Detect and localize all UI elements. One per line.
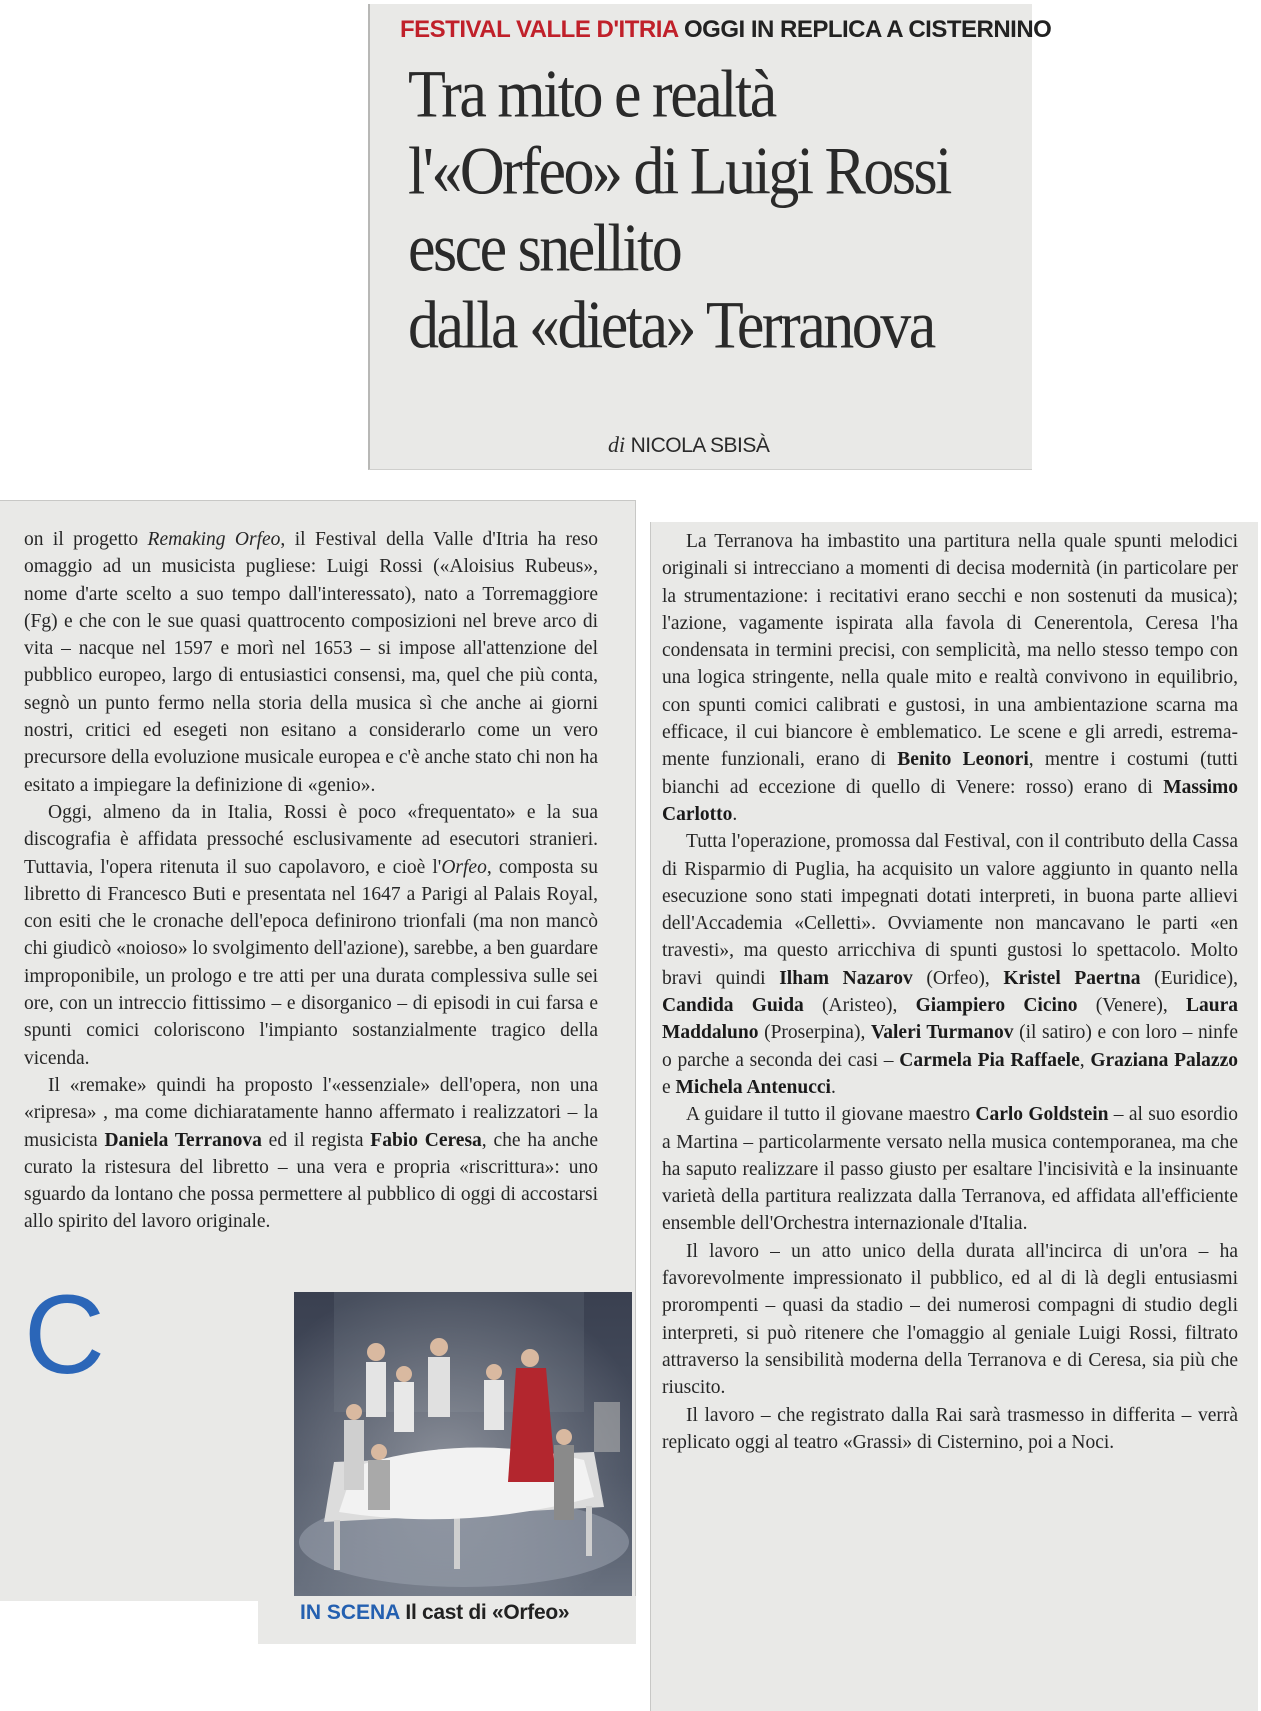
paragraph: Oggi, almeno da in Italia, Rossi è poco «frequentato» e la sua discografia è affidata pressoché esclusivamente ad esecutori stranieri. Tuttavia, l'opera ritenuta il suo capolavoro, e cioè l'Orfeo, composta su libretto di Francesco Buti e presentata nel 1647 a Parigi al Palais Royal, con esiti che le cronache dell'epoca definirono trionfali (ma non mancò chi giudicò «noioso» lo svolgimento dell'azione), sarebbe, a ben guardare improponibile, un prologo e tre atti per una durata complessiva sulle sei ore, con un intreccio fittissimo – e disorganico – di episodi in cui farsa e spunti comici coloriscono l'impianto sostanzialmente tragico della vicenda. xyxy=(24,801,598,1069)
stage-photo xyxy=(294,1292,632,1596)
headline-line: dalla «dieta» Terranova xyxy=(408,288,934,363)
column-2-text xyxy=(662,528,1238,1456)
paragraph: Tutta l'operazione, promossa dal Festival, con il contributo della Cassa di Risparmio di Puglia, ha acquisito un valore aggiunto in quanto nella esecuzione sono stati impegnati dotati interpreti, in buona parte allievi dell'Accademia «Celletti». Ovviamente non mancavano le parti «en travesti», ma questo arricchiva di spunti gustosi lo spettacolo. Molto bravi quindi Ilham Nazarov (Orfeo), Kristel Paertna (Euridice), Candida Guida (Aristeo), Giampiero Cicino (Venere), Laura Maddaluno (Proserpina), Valeri Turmanov (il satiro) e con loro – ninfe o parche a seconda dei casi – Carmela Pia Raffaele, Graziana Palazzo e Michela Antenucci. xyxy=(662,831,1239,1098)
caption-label: IN SCENA xyxy=(300,1601,400,1624)
byline-author: NICOLA SBISÀ xyxy=(630,434,770,457)
photo-caption xyxy=(300,1601,569,1625)
caption-text: Il cast di «Orfeo» xyxy=(405,1601,570,1624)
paragraph: Il lavoro – che registrato dalla Rai sarà trasmesso in differita – verrà replicato oggi al teatro «Grassi» di Cisternino, poi a Noci. xyxy=(662,1404,1238,1453)
paragraph: Il lavoro – un atto unico della durata all'incirca di un'ora – ha favorevolmente impressionato il pubblico, ed al di là degli entusiasmi prorompenti – quasi da stadio – dei numerosi compagni di studio degli interpreti, si può ritenere che l'omaggio al geniale Luigi Rossi, filtrato attraverso la sensibilità moderna della Terranova e di Ceresa, sia più che riuscito. xyxy=(662,1240,1238,1399)
headline-clipping xyxy=(368,4,1052,470)
byline-prefix: di xyxy=(608,432,626,457)
headline xyxy=(408,56,1006,364)
kicker-section: FESTIVAL VALLE D'ITRIA xyxy=(400,16,678,43)
paragraph: Il «remake» quindi ha proposto l'«essenziale» dell'opera, non una «ripresa» , ma come dichiaratamente hanno affermato i realizzatori – la musicista Daniela Terranova ed il regista Fabio Ceresa, che ha anche curato la ristesura del libretto – una vera e propria «riscrittura»: uno sguardo da lontano che possa permettere al pubblico di oggi di accostarsi allo spirito del lavoro originale. xyxy=(24,1074,598,1233)
kicker-topic: OGGI IN REPLICA A CISTERNINO xyxy=(684,16,1052,43)
headline-line: l'«Orfeo» di Luigi Rossi xyxy=(408,134,950,209)
headline-line: esce snellito xyxy=(408,211,681,286)
byline xyxy=(608,432,769,458)
paragraph: A guidare il tutto il giovane maestro Carlo Goldstein – al suo esordio a Martina – particolarmente versato nella musica contemporanea, ma che ha saputo realizzare il passo giusto per esaltare l'incisività e la insinuante varietà della partitura realizzata dalla Terranova, ed affidata all'efficiente ensemble dell'Orchestra internazionale d'Italia. xyxy=(662,1104,1238,1235)
kicker xyxy=(400,16,1052,44)
paragraph-text: on il progetto Remaking Orfeo, il Festival della Valle d'Itria ha reso omaggio ad un musicista pugliese: Luigi Rossi («Aloisius Rubeus», nome d'arte scelto a suo tempo dall'interessato), nato a Torremaggiore (Fg) e che con le sue quasi quattrocento composizioni nel breve arco di vita – nacque nel 1597 e morì nel 1653 – si impose all'attenzione del pubblico europeo, largo di entusiastici consensi, ma, quel che più conta, segnò un punto fermo nella storia della musica sì che anche ai giorni nostri, critici ed esegeti non esitano a considerarlo come un vero precursore della evoluzione musicale europea e c'è anche stato chi non ha esitato a impiegare la definizione di «genio». xyxy=(24,529,598,796)
dropcap: C xyxy=(24,1272,105,1397)
headline-line: Tra mito e realtà xyxy=(408,57,775,132)
paragraph: La Terranova ha imbastito una partitura nella quale spunti melodici originali si intrecciano a momenti di decisa modernità (in particolare per la strumentazione: i recitativi erano secchi e non sostenuti da musica); l'azione, vagamente ispirata alla favola di Cenerentola, Ceresa l'ha condensata in termini precisi, con semplicità, ma nello stesso tempo con una logica stringente, nella quale mito e realtà convivono in equilibrio, con spunti comici calibrati e gustosi, in una ambientazione scarna ma efficace, il cui biancore è emblematico. Le scene e gli arredi, estremamente funzionali, erano di Benito Leonori, mentre i costumi (tutti bianchi ad eccezione di quello di Venere: rosso) erano di Massimo Carlotto. xyxy=(662,531,1238,825)
